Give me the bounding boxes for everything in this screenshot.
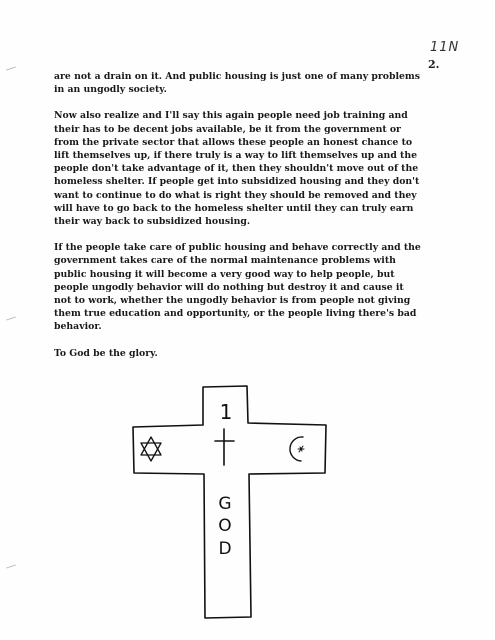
letter-o: O bbox=[218, 516, 232, 536]
text-line: government takes care of the normal maintenance problems with bbox=[54, 255, 396, 267]
text-line: behavior. bbox=[54, 321, 102, 333]
punch-mark bbox=[6, 564, 16, 568]
drawing-number: 1 bbox=[219, 400, 233, 424]
cross-icon bbox=[215, 429, 234, 465]
text-line: people ungodly behavior will do nothing but destroy it and cause it bbox=[54, 281, 404, 293]
text-line: their way back to subsidized housing. bbox=[54, 216, 251, 228]
letter-d: D bbox=[218, 539, 232, 559]
text-line: in an ungodly society. bbox=[54, 84, 167, 96]
text-line: want to continue to do what is right they should be removed and they bbox=[54, 189, 417, 201]
text-line: from the private sector that allows these people an honest chance to bbox=[54, 136, 413, 148]
paragraph-4 bbox=[54, 347, 454, 360]
text-line: them true education and opportunity, or the people living there's bad bbox=[54, 308, 417, 320]
crescent-star-icon bbox=[290, 437, 304, 461]
text-line: not to work, whether the ungodly behavior is from people not giving bbox=[54, 295, 411, 307]
paragraph-1 bbox=[54, 70, 454, 96]
paragraph-2 bbox=[54, 109, 454, 228]
text-line: will have to go back to the homeless shelter until they can truly earn bbox=[54, 202, 414, 214]
text-line: public housing it will become a very good way to help people, but bbox=[54, 268, 395, 280]
punch-mark bbox=[6, 316, 16, 320]
paragraph-3 bbox=[54, 241, 454, 333]
text-line: homeless shelter. If people get into subsidized housing and they don't bbox=[54, 176, 420, 188]
text-line: If the people take care of public housing and behave correctly and the bbox=[54, 242, 421, 254]
letter-g: G bbox=[218, 494, 232, 514]
closing-line: To God be the glory. bbox=[54, 347, 158, 359]
text-line: are not a drain on it. And public housing is just one of many problems bbox=[54, 71, 421, 82]
text-line: people don't take advantage of it, then they shouldn't move out of the bbox=[54, 163, 419, 175]
text-line: lift themselves up, if there truly is a way to lift themselves up and the bbox=[54, 150, 418, 162]
text-line: Now also realize and I'll say this again people need job training and bbox=[54, 110, 408, 122]
star-of-david-icon bbox=[141, 437, 161, 461]
body-text bbox=[54, 70, 454, 373]
text-line: their has to be decent jobs available, be it from the government or bbox=[54, 123, 401, 135]
hand-drawn-cross bbox=[131, 385, 331, 620]
handwritten-mark: 11N bbox=[430, 40, 460, 55]
punch-mark bbox=[6, 66, 16, 70]
page-number: 2. bbox=[428, 58, 440, 71]
